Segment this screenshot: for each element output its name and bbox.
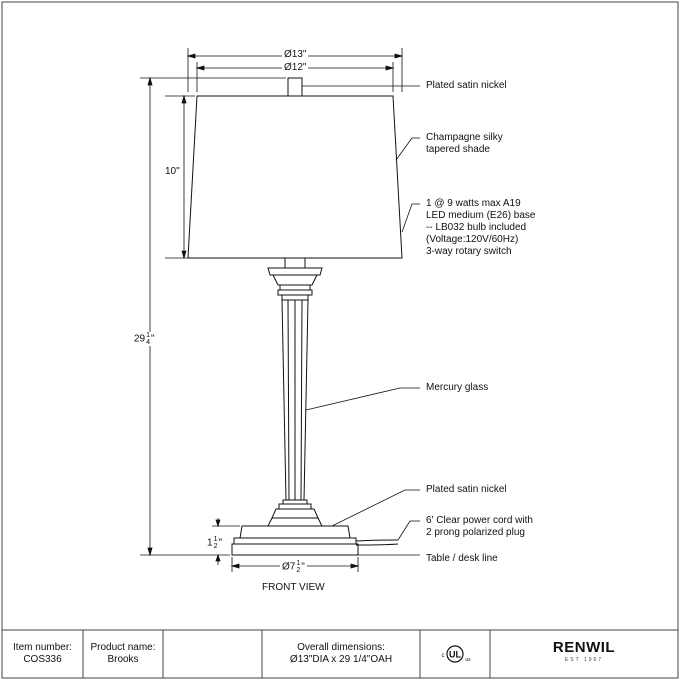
- dim-shade-height: 10": [165, 166, 180, 177]
- title-overall-dimensions: [262, 630, 420, 678]
- svg-text:us: us: [465, 657, 471, 663]
- lamp-collar: [273, 275, 317, 285]
- dim-overall-height: 29 1 4 ": [134, 332, 155, 346]
- view-label: FRONT VIEW: [262, 582, 325, 593]
- dim-base-height: 1 1 2 ": [207, 536, 223, 550]
- title-brand: [490, 630, 678, 678]
- lamp-neck: [285, 258, 305, 268]
- lamp-shade: [188, 96, 402, 258]
- svg-text:UL: UL: [449, 649, 461, 660]
- power-cord: [356, 540, 398, 541]
- product-name-label: Product name:: [90, 642, 156, 653]
- callout-base-trim: Plated satin nickel: [426, 484, 507, 495]
- ul-cert-icon: [442, 646, 472, 663]
- lamp-base: [240, 526, 350, 538]
- lamp-cup: [268, 268, 322, 275]
- callout-table-line: Table / desk line: [426, 553, 498, 564]
- lamp-neck-base: [268, 518, 322, 526]
- dim-base-height-fraction: 1 2: [213, 536, 218, 550]
- svg-text:c: c: [441, 653, 445, 659]
- dim-shade-inner: Ø12": [284, 62, 307, 73]
- dim-base-width: Ø7 1 2 ": [282, 560, 305, 574]
- product-name-value: Brooks: [107, 654, 139, 665]
- finial: [288, 78, 302, 96]
- lamp-drawing: [188, 78, 402, 555]
- dim-overall-whole: 29: [134, 333, 146, 345]
- overall-dimensions-label: Overall dimensions:: [297, 642, 385, 653]
- title-product-name: [83, 630, 163, 678]
- brand-established: EST 1967: [564, 657, 604, 663]
- item-number-label: Item number:: [13, 642, 72, 653]
- callout-shade: Champagne silky tapered shade: [426, 132, 503, 155]
- overall-dimensions-value: Ø13"DIA x 29 1/4"OAH: [289, 654, 393, 665]
- item-number-value: COS336: [23, 654, 62, 665]
- brand-logo: RENWIL: [552, 639, 616, 656]
- dim-base-width-fraction: 1 2: [296, 560, 301, 574]
- dim-shade-outer: Ø13": [284, 49, 307, 60]
- dim-overall-fraction: 1 4: [146, 332, 151, 346]
- callout-cord: 6' Clear power cord with 2 prong polarized plug: [426, 515, 533, 538]
- title-item-number: [2, 630, 83, 678]
- callout-column: Mercury glass: [426, 382, 489, 393]
- callout-bulb: 1 @ 9 watts max A19 LED medium (E26) base -- LB032 bulb included (Voltage:120V/60Hz) 3-way rotary switch: [426, 198, 536, 257]
- callout-finial: Plated satin nickel: [426, 80, 507, 91]
